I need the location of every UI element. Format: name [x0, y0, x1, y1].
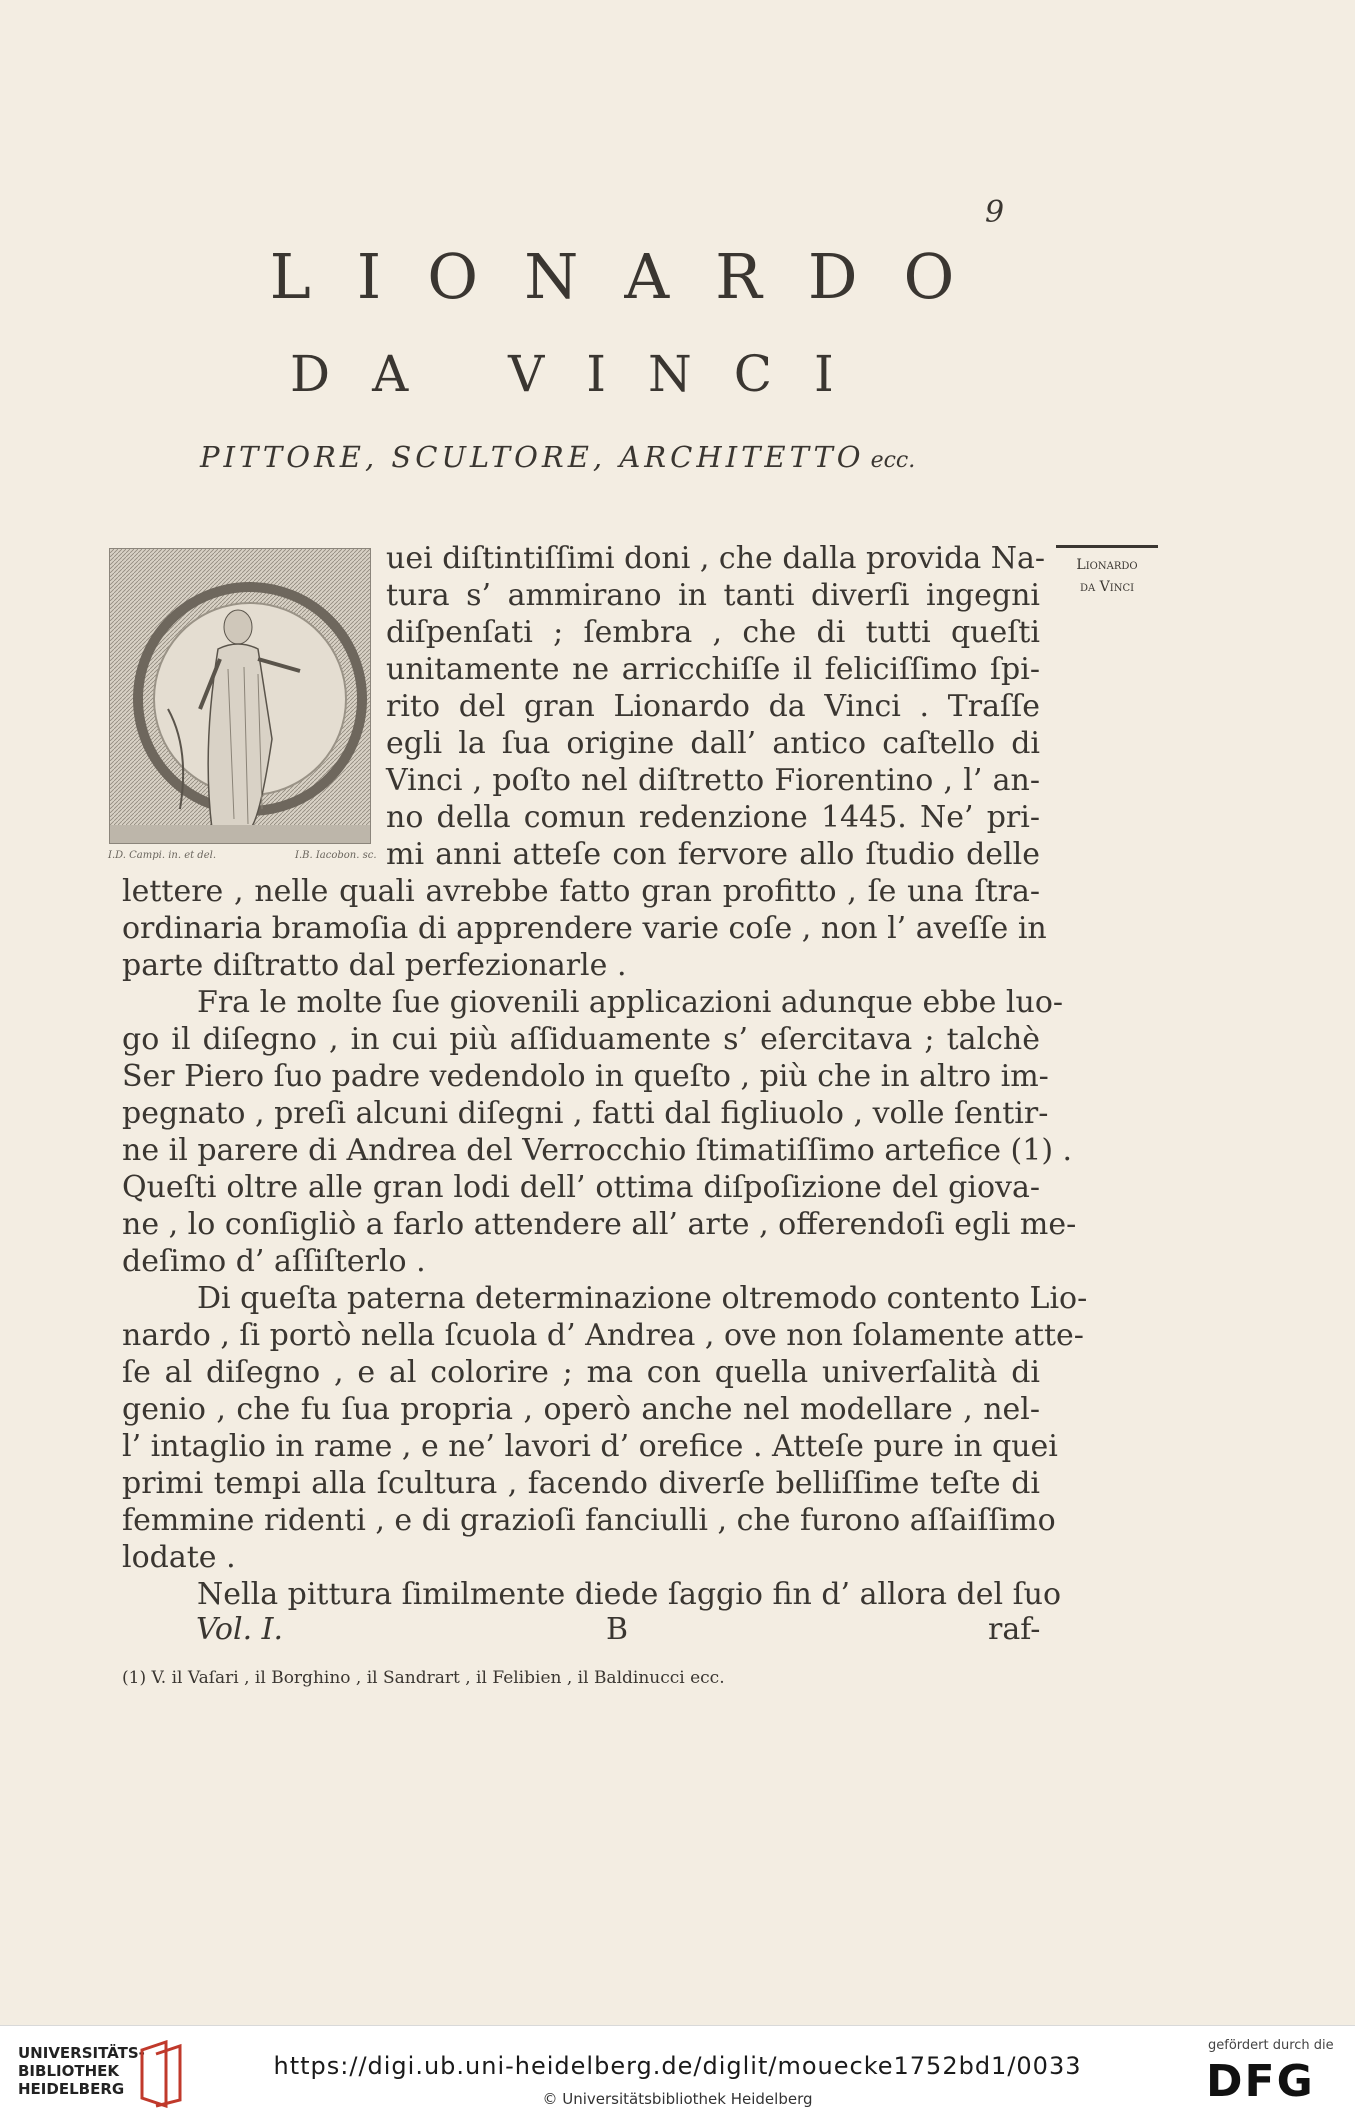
viewer-footer	[0, 2025, 1355, 2123]
text-line: Ser Piero ſuo padre vedendolo in queſto , più che in altro im-	[122, 1059, 1049, 1094]
text-line: lodate .	[122, 1540, 236, 1575]
subtitle-text: PITTORE, SCULTORE, ARCHITETTO	[200, 440, 865, 474]
permalink-url[interactable]: https://digi.ub.uni-heidelberg.de/diglit/mouecke1752bd1/0033	[273, 2052, 1082, 2080]
text-line: femmine ridenti , e di grazioſi fanciulli , che furono aſſaiſſimo	[122, 1503, 1056, 1538]
margin-note-line2: da Vinci	[1079, 579, 1135, 595]
text-line: Di queſta paterna determinazione oltremodo contento Lio-	[197, 1281, 1088, 1316]
subtitle-ecc: ecc.	[870, 448, 916, 473]
text-line: l’ intaglio in rame , e ne’ lavori d’ orefice . Atteſe pure in quei	[122, 1429, 1058, 1464]
title-lionardo: LIONARDO	[269, 240, 1001, 313]
engraving-caption-left: I.D. Campi. in. et del.	[108, 850, 217, 861]
text-line: diſpenſati ; ſembra , che di tutti queſti	[386, 615, 1040, 650]
text-line: go il diſegno , in cui più aſſiduamente s’ eſercitava ; talchè	[122, 1022, 1040, 1057]
text-line: pegnato , preſi alcuni diſegni , fatti dal figliuolo , volle ſentir-	[122, 1096, 1049, 1131]
engraving-caption-right: I.B. Iacobon. sc.	[295, 850, 377, 861]
volume-mark: Vol. I.	[196, 1612, 284, 1647]
margin-rule	[1056, 545, 1158, 548]
title-da-vinci: DA VINCI	[290, 345, 876, 403]
page-number: 9	[985, 195, 1005, 230]
text-line: Fra le molte ſue giovenili applicazioni adunque ebbe luo-	[197, 985, 1064, 1020]
text-line: nardo , ſi portò nella ſcuola d’ Andrea , ove non ſolamente atte-	[122, 1318, 1084, 1353]
text-line: rito del gran Lionardo da Vinci . Traſſe	[386, 689, 1040, 724]
library-line-3: HEIDELBERG	[18, 2080, 125, 2098]
text-line: no della comun redenzione 1445. Ne’ pri-	[386, 800, 1040, 835]
dfg-logo[interactable]: DFG	[1206, 2056, 1315, 2107]
text-line: Nella pittura ſimilmente diede ſaggio fin d’ allora del ſuo	[197, 1577, 1062, 1612]
text-line: tura s’ ammirano in tanti diverſi ingegni	[386, 578, 1040, 613]
text-line: genio , che fu ſua propria , operò anche nel modellare , nel-	[122, 1392, 1040, 1427]
paragraph-1	[122, 540, 1088, 1613]
footnote: (1) V. il Vaſari , il Borghino , il Sandrart , il Felibien , il Baldinucci ecc.	[122, 1668, 725, 1688]
catchword: raf-	[988, 1612, 1041, 1647]
text-line: Queſti oltre alle gran lodi dell’ ottima diſpoſizione del giova-	[122, 1170, 1040, 1205]
text-line: parte diſtratto dal perfezionarle .	[122, 948, 627, 983]
text-line: primi tempi alla ſcultura , facendo diverſe belliſſime teſte di	[122, 1466, 1040, 1501]
text-line: unitamente ne arricchiſſe il feliciſſimo ſpi-	[386, 652, 1040, 687]
text-line: uei diſtintiſſimi doni , che dalla provida Na-	[386, 541, 1046, 576]
text-line: deſimo d’ aſſiſterlo .	[122, 1244, 426, 1279]
library-line-1: UNIVERSITÄTS-	[18, 2044, 145, 2062]
library-line-2: BIBLIOTHEK	[18, 2062, 119, 2080]
text-line: lettere , nelle quali avrebbe fatto gran profitto , ſe una ſtra-	[122, 874, 1040, 909]
funded-by-text: gefördert durch die	[1208, 2038, 1334, 2053]
text-line: ne il parere di Andrea del Verrocchio ſtimatiſſimo artefice (1) .	[122, 1133, 1073, 1168]
signature-mark: B	[606, 1612, 629, 1647]
copyright-text: © Universitätsbibliothek Heidelberg	[542, 2090, 813, 2108]
text-line: egli la ſua origine dall’ antico caſtello di	[386, 726, 1040, 761]
margin-note-line1: Lionardo	[1076, 557, 1138, 573]
text-line: ordinaria bramoſia di apprendere varie coſe , non l’ aveſſe in	[122, 911, 1047, 946]
text-line: ſe al diſegno , e al colorire ; ma con quella univerſalità di	[122, 1355, 1040, 1390]
text-line: mi anni atteſe con fervore allo ſtudio delle	[386, 837, 1040, 872]
text-line: Vinci , poſto nel diſtretto Fiorentino , l’ an-	[386, 763, 1040, 798]
text-line: ne , lo conſigliò a farlo attendere all’ arte , offerendoſi egli me-	[122, 1207, 1077, 1242]
subtitle	[200, 440, 915, 474]
margin-note	[1052, 545, 1162, 598]
